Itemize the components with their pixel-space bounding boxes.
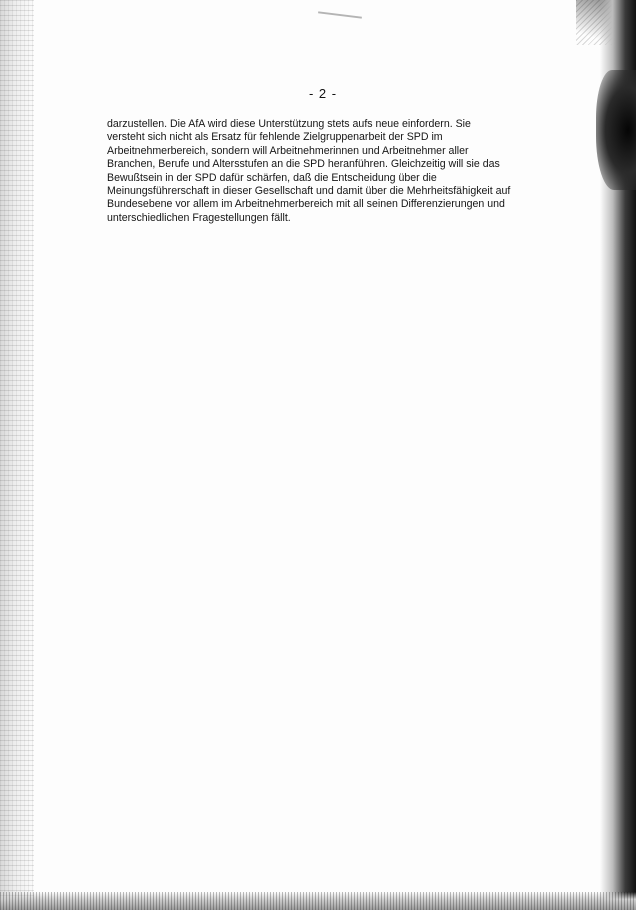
scan-left-margin-noise (0, 0, 34, 910)
body-paragraph (107, 118, 547, 225)
text-line: versteht sich nicht als Ersatz für fehlende Zielgruppenarbeit der SPD im (107, 131, 443, 144)
scan-bottom-edge (0, 892, 636, 910)
scan-right-blob (596, 70, 636, 190)
scan-top-mark (318, 11, 362, 18)
text-line: Meinungsführerschaft in dieser Gesellschaft und damit über die Mehrheitsfähigkeit auf (107, 185, 511, 198)
text-line: Branchen, Berufe und Altersstufen an die SPD heranführen. Gleichzeitig will sie das (107, 158, 500, 171)
text-line: darzustellen. Die AfA wird diese Unterstützung stets aufs neue einfordern. Sie (107, 118, 471, 130)
text-line: Bundesebene vor allem im Arbeitnehmerbereich mit all seinen Differenzierungen und (107, 198, 505, 211)
text-line: Arbeitnehmerbereich, sondern will Arbeitnehmerinnen und Arbeitnehmer aller (107, 144, 469, 157)
text-line: Bewußtsein in der SPD dafür schärfen, daß die Entscheidung über die (107, 171, 437, 184)
text-line: unterschiedlichen Fragestellungen fällt. (107, 211, 291, 224)
page-number: - 2 - (308, 86, 338, 101)
